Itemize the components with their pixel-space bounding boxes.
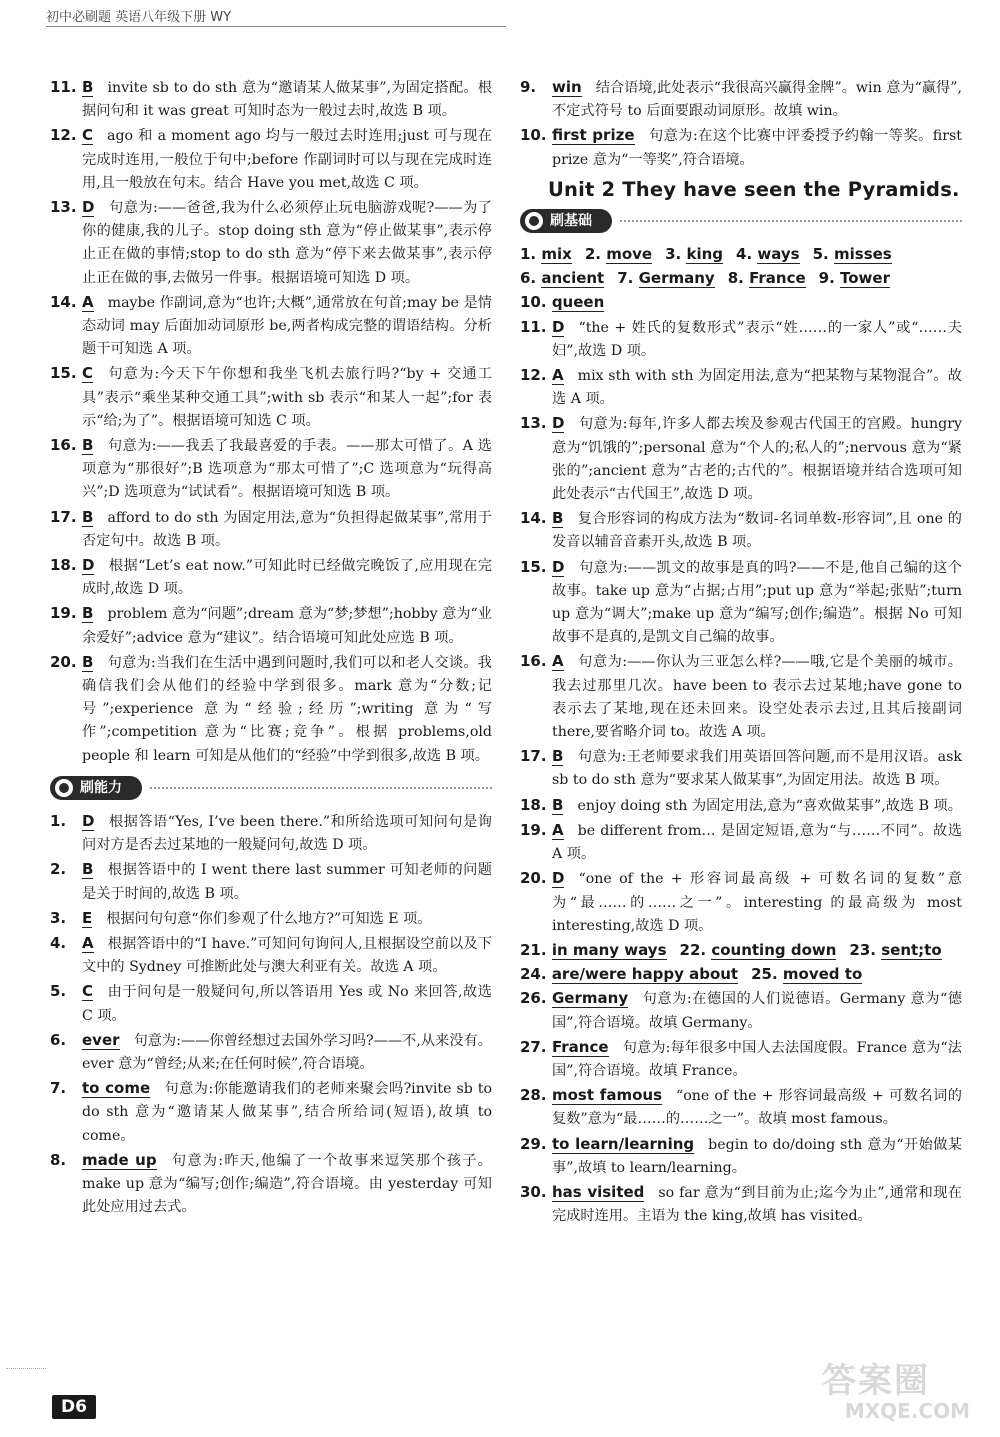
answer-cell bbox=[520, 965, 738, 983]
header-rule bbox=[46, 26, 506, 27]
explanation-text: “one of the + 形容词最高级 + 可数名词的复数”意为“最……的……之一”。故填 most famous。 bbox=[552, 1088, 962, 1128]
item-number: 12. bbox=[50, 126, 77, 145]
item-number: 25. bbox=[751, 965, 778, 984]
answer-key: ever bbox=[82, 1030, 120, 1049]
answer-item bbox=[520, 1036, 962, 1083]
answer-key: A bbox=[82, 292, 94, 311]
explanation-text: 句意为:王老师要求我们用英语回答问题,而不是用汉语。ask sb to do sth 意为“要求某人做某事”,为固定用法。故选 B 项。 bbox=[552, 749, 962, 789]
answer-key: first prize bbox=[552, 126, 635, 145]
answer-item bbox=[50, 554, 492, 601]
answer-cell bbox=[819, 269, 890, 287]
answer-item bbox=[520, 124, 962, 171]
answer-item bbox=[50, 434, 492, 505]
answer-item bbox=[50, 362, 492, 433]
answer-item bbox=[50, 810, 492, 857]
explanation-text: 句意为:——你认为三亚怎么样?——哦,它是个美丽的城市。我去过那里几次。have been to 表示去过某地;have gone to 表示去了某地,现在还未回来。设空处表示去过,且其后接副词 there,要省略介词 to。故选 A 项。 bbox=[552, 654, 962, 741]
item-number: 18. bbox=[520, 795, 547, 814]
explanation-text: mix sth with sth 为固定用法,意为“把某物与某物混合”。故选 A 项。 bbox=[552, 368, 962, 408]
page-number: D6 bbox=[52, 1395, 96, 1419]
item-number: 12. bbox=[520, 366, 547, 385]
section-banner-ability bbox=[50, 774, 492, 804]
item-number: 15. bbox=[520, 557, 547, 576]
answer-word: in many ways bbox=[551, 940, 667, 959]
answer-row bbox=[520, 243, 962, 266]
item-number: 17. bbox=[50, 507, 77, 526]
answer-item bbox=[520, 745, 962, 792]
answer-item bbox=[50, 602, 492, 649]
item-number: 27. bbox=[520, 1037, 547, 1056]
answer-key: made up bbox=[82, 1150, 157, 1169]
watermark-logo-text: 答案圈 bbox=[822, 1361, 930, 1401]
item-number: 26. bbox=[520, 989, 547, 1008]
answer-key: C bbox=[82, 364, 94, 383]
answer-word: counting down bbox=[711, 940, 837, 959]
explanation-text: 句意为:昨天,他编了一个故事来逗笑那个孩子。make up 意为“编写;创作;编造”,符合语境。由 yesterday 可知此处应用过去式。 bbox=[82, 1152, 492, 1216]
answer-list-right-top bbox=[520, 76, 962, 172]
answer-word: Tower bbox=[840, 269, 890, 288]
answer-cell bbox=[849, 941, 941, 959]
explanation-text: 句意为:每年很多中国人去法国度假。France 意为“法国”,符合语境。故填 France。 bbox=[552, 1039, 962, 1079]
answer-key: B bbox=[552, 747, 564, 766]
corner-dots bbox=[6, 1368, 46, 1369]
answer-item bbox=[50, 196, 492, 290]
answer-word: are/were happy about bbox=[551, 965, 739, 984]
explanation-text: 结合语境,此处表示“我很高兴赢得金牌”。win 意为“赢得”,不定式符号 to 后面要跟动词原形。故填 win。 bbox=[552, 80, 962, 120]
item-number: 9. bbox=[520, 78, 537, 96]
item-number: 13. bbox=[520, 414, 547, 433]
item-number: 16. bbox=[520, 652, 547, 671]
item-number: 11. bbox=[50, 78, 77, 96]
running-header bbox=[46, 6, 506, 28]
item-number: 20. bbox=[520, 869, 547, 888]
answer-key: D bbox=[552, 414, 565, 433]
item-number: 29. bbox=[520, 1134, 547, 1153]
answer-item bbox=[50, 980, 492, 1027]
answer-word: Germany bbox=[638, 269, 715, 288]
answer-cell bbox=[665, 245, 723, 263]
answer-key: B bbox=[552, 509, 564, 528]
answer-item bbox=[50, 651, 492, 768]
item-number: 24. bbox=[520, 965, 547, 984]
answer-item bbox=[50, 1077, 492, 1148]
answer-item bbox=[50, 1149, 492, 1220]
section-badge bbox=[50, 776, 142, 800]
answer-key: win bbox=[552, 78, 582, 96]
answer-list-right bbox=[520, 316, 962, 938]
answer-key: B bbox=[82, 604, 94, 623]
answer-key: A bbox=[552, 366, 564, 385]
item-number: 2. bbox=[584, 245, 601, 264]
explanation-text: afford to do sth 为固定用法,意为“负担得起做某事”,常用于否定句中。故选 B 项。 bbox=[82, 509, 492, 549]
explanation-text: 复合形容词的构成方法为“数词-名词单数-形容词”,且 one 的发音以辅音音素开头,故选 B 项。 bbox=[552, 511, 962, 551]
item-number: 4. bbox=[736, 245, 753, 264]
item-number: 23. bbox=[849, 940, 876, 959]
answer-row bbox=[520, 291, 962, 314]
answer-key: B bbox=[82, 860, 94, 879]
explanation-text: 句意为:——凯文的故事是真的吗?——不是,他自己编的这个故事。take up 意为“占据;占用”;put up 意为“举起;张贴”;turn up 意为“调大”;make up 意为“编写;创作;编造”。根据 No 可知故事不是真的,是凯文自己编的故事。 bbox=[552, 559, 962, 646]
right-column bbox=[520, 76, 962, 1229]
item-number: 14. bbox=[50, 292, 77, 311]
explanation-text: 根据“Let’s eat now.”可知此时已经做完晚饭了,应用现在完成时,故选 D 项。 bbox=[82, 558, 492, 598]
answer-item bbox=[520, 316, 962, 363]
answer-cell bbox=[520, 941, 667, 959]
answer-key: C bbox=[82, 982, 94, 1001]
answer-item bbox=[520, 76, 962, 123]
answer-word: France bbox=[749, 269, 806, 288]
explanation-text: “one of the + 形容词最高级 + 可数名词的复数”意为“最……的……之一”。interesting 的最高级为 most interesting,故选 D 项。 bbox=[552, 871, 962, 934]
answer-key: D bbox=[552, 869, 565, 888]
answer-cell bbox=[520, 245, 572, 263]
item-number: 5. bbox=[812, 245, 829, 264]
answer-cell bbox=[520, 269, 604, 287]
pencil-icon bbox=[55, 779, 73, 797]
answer-key: France bbox=[552, 1037, 609, 1056]
item-number: 5. bbox=[50, 982, 67, 1001]
explanation-text: 根据问句句意“你们参观了什么地方?”可知选 E 项。 bbox=[106, 910, 432, 927]
answer-item bbox=[520, 412, 962, 506]
explanation-text: invite sb to do sth 意为“邀请某人做某事”,为固定搭配。根据问句和 it was great 可知时态为一般过去时,故选 B 项。 bbox=[82, 80, 492, 120]
item-number: 3. bbox=[665, 245, 682, 264]
item-number: 17. bbox=[520, 747, 547, 766]
item-number: 6. bbox=[520, 269, 537, 288]
explanation-text: so far 意为“到目前为止;迄今为止”,通常和现在完成时连用。主语为 the king,故填 has visited。 bbox=[552, 1184, 962, 1225]
item-number: 21. bbox=[520, 940, 547, 959]
answer-cell bbox=[813, 245, 892, 263]
answer-item bbox=[50, 932, 492, 979]
item-number: 9. bbox=[818, 269, 835, 288]
answer-item bbox=[520, 867, 962, 938]
unit-title: Unit 2 They have seen the Pyramids. bbox=[548, 177, 960, 201]
answer-cell bbox=[520, 293, 604, 311]
explanation-text: 根据答语中的“I have.”可知问句询问人,且根据设空前以及下文中的 Sydney 可推断此处与澳大利亚有关。故选 A 项。 bbox=[82, 935, 492, 976]
answer-item bbox=[520, 987, 962, 1034]
item-number: 19. bbox=[50, 604, 77, 623]
vocab-answers bbox=[520, 243, 962, 315]
answer-item bbox=[520, 1133, 962, 1180]
answer-word: ways bbox=[757, 245, 800, 264]
item-number: 7. bbox=[50, 1079, 67, 1098]
answer-key: D bbox=[82, 198, 95, 217]
explanation-text: maybe 作副词,意为“也许;大概”,通常放在句首;may be 是情态动词 may 后面加动词原形 be,两者构成完整的谓语结构。分析题干可知选 A 项。 bbox=[82, 294, 492, 358]
item-number: 8. bbox=[50, 1150, 67, 1169]
answer-word: king bbox=[686, 245, 724, 264]
answer-item bbox=[50, 858, 492, 905]
header-text: 初中必刷题 英语八年级下册 WY bbox=[46, 10, 232, 25]
answer-key: D bbox=[82, 811, 95, 830]
pencil-icon bbox=[525, 212, 543, 230]
answer-cell bbox=[617, 269, 714, 287]
answer-key: D bbox=[552, 557, 565, 576]
answer-word: ancient bbox=[541, 269, 605, 288]
dotted-divider bbox=[150, 787, 492, 789]
explanation-text: enjoy doing sth 为固定用法,意为“喜欢做某事”,故选 B 项。 bbox=[577, 797, 962, 814]
answer-word: misses bbox=[834, 245, 892, 264]
answer-key: to come bbox=[82, 1079, 151, 1098]
answer-item bbox=[520, 364, 962, 411]
explanation-text: 句意为:今天下午你想和我坐飞机去旅行吗?“by + 交通工具”表示“乘坐某种交通工具”;with sb 表示“和某人一起”;for 表示“给;为了”。根据语境可知选 C 项。 bbox=[82, 366, 492, 429]
explanation-text: 句意为:在这个比赛中评委授予约翰一等奖。first prize 意为“一等奖”,符合语境。 bbox=[552, 128, 962, 168]
answer-item bbox=[50, 124, 492, 195]
explanation-text: be different from… 是固定短语,意为“与……不同”。故选 A 项。 bbox=[552, 822, 962, 863]
answer-key: C bbox=[82, 126, 94, 145]
answer-word: move bbox=[606, 245, 653, 264]
explanation-text: 句意为:——你曾经想过去国外学习吗?——不,从来没有。ever 意为“曾经;从来;在任何时候”,符合语境。 bbox=[82, 1032, 492, 1072]
item-number: 30. bbox=[520, 1182, 547, 1201]
answer-list-left-2 bbox=[50, 810, 492, 1219]
explanation-text: problem 意为“问题”;dream 意为“梦;梦想”;hobby 意为“业余爱好”;advice 意为“建议”。结合语境可知此处应选 B 项。 bbox=[82, 606, 492, 646]
answer-key: A bbox=[82, 933, 94, 952]
answer-key: most famous bbox=[552, 1086, 662, 1105]
item-number: 7. bbox=[617, 269, 634, 288]
answer-item bbox=[50, 907, 492, 931]
item-number: 11. bbox=[520, 317, 547, 336]
item-number: 18. bbox=[50, 556, 77, 575]
explanation-text: 句意为:——我丢了我最喜爱的手表。——那太可惜了。A 选项意为“那很好”;B 选项意为“那太可惜了”;C 选项意为“玩得高兴”;D 选项意为“试试看”。根据语境可知选 B 项。 bbox=[82, 438, 492, 501]
explanation-text: begin to do/doing sth 意为“开始做某事”,故填 to learn/learning。 bbox=[552, 1136, 962, 1176]
answer-key: Germany bbox=[552, 989, 629, 1008]
item-number: 16. bbox=[50, 436, 77, 455]
answer-item bbox=[520, 1084, 962, 1131]
answer-row bbox=[520, 267, 962, 290]
answer-key: has visited bbox=[552, 1182, 645, 1201]
item-number: 10. bbox=[520, 293, 547, 312]
answer-item bbox=[520, 556, 962, 650]
answer-item bbox=[50, 506, 492, 553]
answer-key: B bbox=[82, 436, 94, 455]
answer-item bbox=[50, 291, 492, 362]
answer-cell bbox=[585, 245, 652, 263]
answer-cell bbox=[736, 245, 800, 263]
item-number: 10. bbox=[520, 126, 547, 145]
item-number: 8. bbox=[727, 269, 744, 288]
item-number: 15. bbox=[50, 364, 77, 383]
answer-word: sent;to bbox=[881, 940, 942, 959]
explanation-text: 句意为:在德国的人们说德语。Germany 意为“德国”,符合语境。故填 Germany。 bbox=[552, 991, 962, 1031]
answer-item bbox=[520, 794, 962, 818]
answer-list-right-2 bbox=[520, 987, 962, 1228]
item-number: 1. bbox=[520, 245, 537, 264]
answer-key: D bbox=[82, 556, 95, 575]
explanation-text: 根据答语“Yes, I’ve been there.”和所给选项可知问句是询问对方是否去过某地的一般疑问句,故选 D 项。 bbox=[82, 813, 492, 854]
explanation-text: 句意为:你能邀请我们的老师来聚会吗?invite sb to do sth 意为“邀请某人做某事”,结合所给词(短语),故填 to come。 bbox=[82, 1081, 492, 1144]
answer-key: B bbox=[82, 78, 94, 96]
answer-key: A bbox=[552, 652, 564, 671]
answer-word: queen bbox=[551, 293, 605, 312]
answer-key: B bbox=[552, 795, 564, 814]
answer-key: B bbox=[82, 652, 94, 671]
section-label: 刷能力 bbox=[80, 779, 122, 796]
item-number: 14. bbox=[520, 509, 547, 528]
section-banner-basic bbox=[520, 207, 962, 237]
answer-cell bbox=[751, 965, 862, 983]
answer-key: D bbox=[552, 317, 565, 336]
answer-item bbox=[520, 650, 962, 744]
item-number: 3. bbox=[50, 908, 67, 927]
phrase-answers bbox=[520, 939, 962, 986]
explanation-text: ago 和 a moment ago 均与一般过去时连用;just 可与现在完成时连用,一般位于句中;before 作副词时可以与现在完成时连用,且一般放在句末。结合 Have you met,故选 C 项。 bbox=[82, 128, 492, 191]
item-number: 1. bbox=[50, 811, 67, 830]
answer-item bbox=[520, 507, 962, 554]
watermark bbox=[730, 1353, 970, 1423]
left-column bbox=[50, 76, 492, 1220]
answer-row bbox=[520, 963, 962, 986]
explanation-text: 由于问句是一般疑问句,所以答语用 Yes 或 No 来回答,故选 C 项。 bbox=[82, 984, 492, 1024]
item-number: 20. bbox=[50, 652, 77, 671]
answer-cell bbox=[728, 269, 806, 287]
explanation-text: 根据答语中的 I went there last summer 可知老师的问题是关于时间的,故选 B 项。 bbox=[82, 862, 492, 902]
answer-item bbox=[50, 76, 492, 123]
item-number: 13. bbox=[50, 198, 77, 217]
answer-word: mix bbox=[541, 245, 572, 264]
dotted-divider bbox=[620, 220, 962, 222]
section-label: 刷基础 bbox=[550, 213, 592, 230]
item-number: 4. bbox=[50, 933, 67, 952]
answer-key: A bbox=[552, 820, 564, 839]
explanation-text: 句意为:每年,许多人都去埃及参观古代国王的宫殿。hungry 意为“饥饿的”;personal 意为“个人的;私人的”;nervous 意为“紧张的”;ancient 意为“古老的;古代的”。根据语境并结合选项可知此处表示“古代国王”,故选 D 项。 bbox=[552, 416, 962, 503]
explanation-text: “the + 姓氏的复数形式”表示“姓……的一家人”或“……夫妇”,故选 D 项。 bbox=[552, 319, 962, 359]
item-number: 6. bbox=[50, 1030, 67, 1049]
answer-item bbox=[520, 819, 962, 866]
answer-key: E bbox=[82, 908, 93, 927]
item-number: 28. bbox=[520, 1086, 547, 1105]
answer-key: to learn/learning bbox=[552, 1134, 695, 1153]
explanation-text: 句意为:当我们在生活中遇到问题时,我们可以和老人交谈。我确信我们会从他们的经验中学到很多。mark 意为“分数;记号”;experience 意为“经验;经历”;writing 意为“写作”;competition 意为“比赛;竞争”。根据 problems,old people 和 learn 可知是从他们的“经验”中学到很多,故选 B 项。 bbox=[82, 654, 492, 764]
item-number: 2. bbox=[50, 860, 67, 879]
explanation-text: 句意为:——爸爸,我为什么必须停止玩电脑游戏呢?——为了你的健康,我的儿子。stop doing sth 意为“停止做某事”,表示停止正在做的事情;stop to do sth 意为“停下来去做某事”,表示停止正在做的事,去做另一件事。根据语境可知选 D 项。 bbox=[82, 200, 492, 286]
answer-item bbox=[50, 1029, 492, 1076]
section-badge bbox=[520, 209, 612, 233]
watermark-url: MXQE.COM bbox=[844, 1399, 970, 1423]
item-number: 19. bbox=[520, 820, 547, 839]
answer-cell bbox=[680, 941, 837, 959]
answer-item bbox=[520, 1181, 962, 1228]
answer-key: B bbox=[82, 507, 94, 526]
item-number: 22. bbox=[679, 940, 707, 959]
answer-row bbox=[520, 939, 962, 962]
answer-list-left bbox=[50, 76, 492, 768]
answer-word: moved to bbox=[782, 965, 863, 984]
